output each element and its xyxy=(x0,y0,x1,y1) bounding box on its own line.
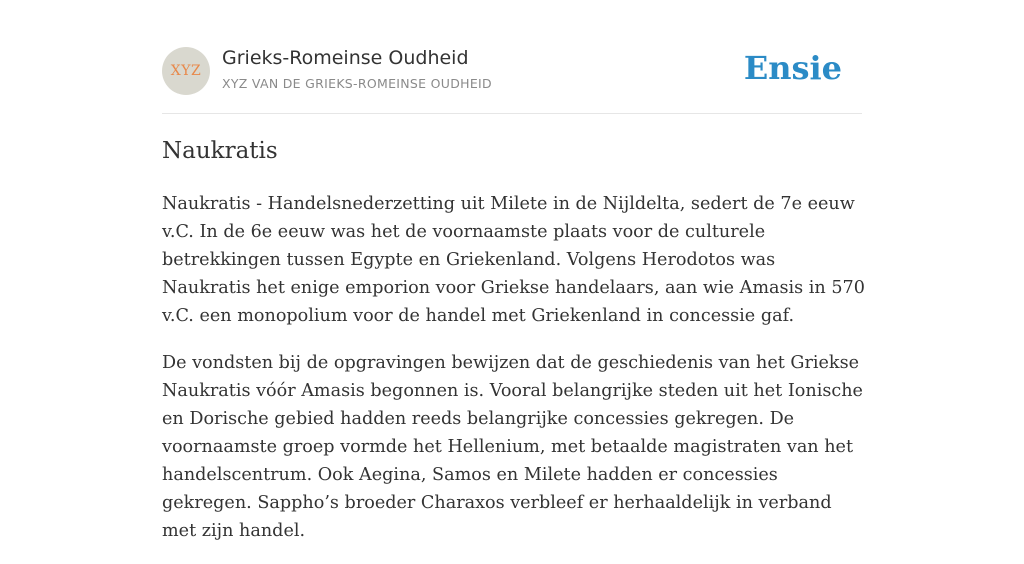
source-subtitle: XYZ VAN DE GRIEKS-ROMEINSE OUDHEID xyxy=(222,76,492,91)
source-avatar[interactable]: XYZ xyxy=(162,47,210,95)
entry-body xyxy=(162,190,867,564)
entry-paragraph-1: Naukratis - Handelsnederzetting uit Milete in de Nijldelta, sedert de 7e eeuw v.C. In de 6e eeuw was het de voornaamste plaats voor de culturele betrekkingen tussen Egypte en Griekenland. Volgens Herodotos was Naukratis het enige emporion voor Griekse handelaars, aan wie Amasis in 570 v.C. een monopolium voor de handel met Griekenland in concessie gaf. xyxy=(162,194,865,326)
entry-paragraph-2: De vondsten bij de opgravingen bewijzen dat de geschiedenis van het Griekse Naukratis vóór Amasis begonnen is. Vooral belangrijke steden uit het Ionische en Dorische gebied hadden reeds belangrijke concessies gekregen. De voornaamste groep vormde het Hellenium, met betaalde magistraten van het handelscentrum. Ook Aegina, Samos en Milete hadden er concessies gekregen. Sappho’s broeder Charaxos verbleef er herhaaldelijk in verband met zijn handel. xyxy=(162,353,863,541)
ensie-logo[interactable]: Ensie xyxy=(743,49,842,87)
header-divider xyxy=(162,113,862,114)
header xyxy=(162,47,862,95)
entry-title: Naukratis xyxy=(162,138,278,164)
source-title[interactable]: Grieks-Romeinse Oudheid xyxy=(222,47,469,69)
